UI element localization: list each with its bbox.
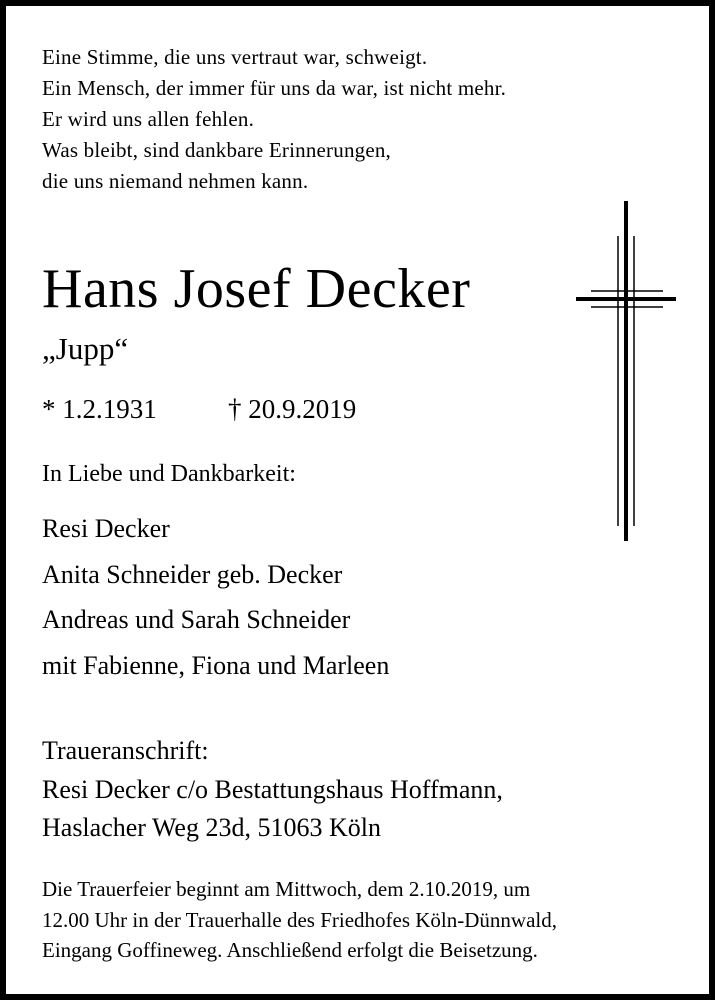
mourning-address [42,732,503,848]
ceremony-line: 12.00 Uhr in der Trauerhalle des Friedhofes Köln-Dünnwald, [42,907,557,932]
address-line: Resi Decker c/o Bestattungshaus Hoffmann, [42,774,503,804]
death-date: † 20.9.2019 [228,394,357,424]
deceased-name: Hans Josef Decker [42,258,471,320]
poem-line: Was bleibt, sind dankbare Erinnerungen, [42,138,392,162]
life-dates [42,389,357,429]
poem-line: die uns niemand nehmen kann. [42,169,309,193]
mourners-list [42,506,389,688]
mourner-name: mit Fabienne, Fiona und Marleen [42,650,390,680]
poem-line: Ein Mensch, der immer für uns da war, ist nicht mehr. [42,76,507,100]
poem-block [42,42,506,197]
birth-date: * 1.2.1931 [42,394,157,424]
mourners-intro: In Liebe und Dankbarkeit: [42,461,296,487]
cross-icon [571,196,681,546]
ceremony-line: Die Trauerfeier beginnt am Mittwoch, dem 2.10.2019, um [42,877,531,901]
address-heading: Traueranschrift: [42,736,209,765]
ceremony-info [42,874,557,966]
poem-line: Eine Stimme, die uns vertraut war, schweigt. [42,45,428,69]
deceased-nickname: „Jupp“ [42,331,129,366]
ceremony-line: Eingang Goffineweg. Anschließend erfolgt die Beisetzung. [42,938,538,962]
mourner-name: Andreas und Sarah Schneider [42,605,351,634]
mourner-name: Anita Schneider geb. Decker [42,559,343,589]
poem-line: Er wird uns allen fehlen. [42,107,255,131]
mourner-name: Resi Decker [42,514,170,543]
address-line: Haslacher Weg 23d, 51063 Köln [42,813,381,842]
